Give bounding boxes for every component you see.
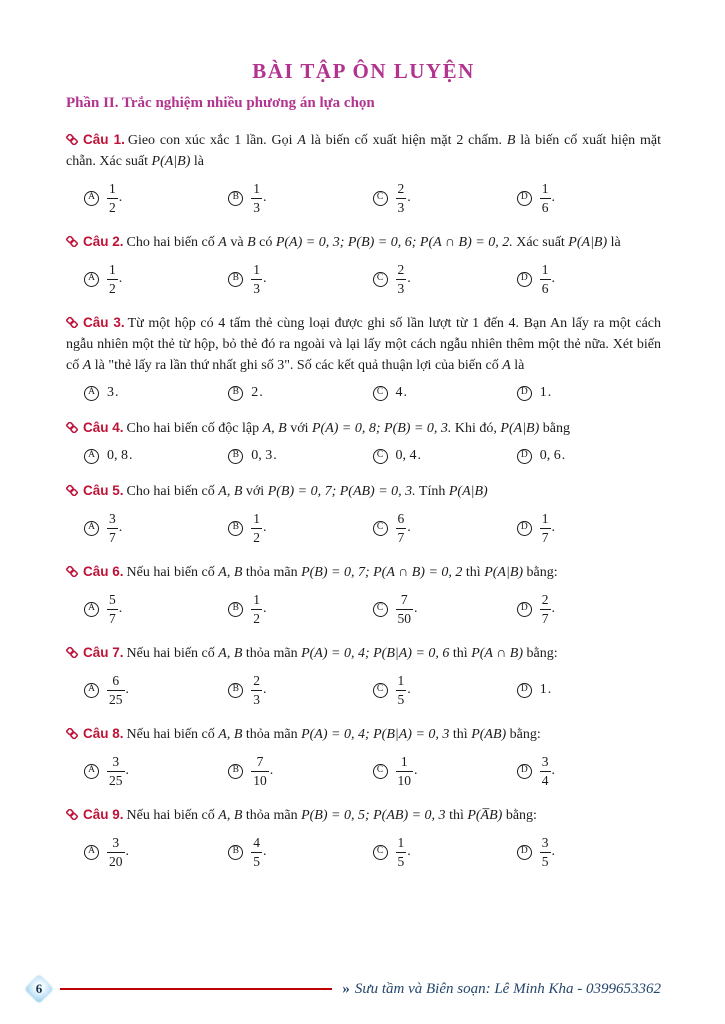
option-period: .: [551, 520, 555, 536]
question-label: Câu 2.: [83, 234, 124, 250]
answer-option: [517, 385, 661, 401]
option-value: 4: [395, 385, 403, 401]
option-period: .: [273, 448, 277, 464]
option-period: .: [547, 682, 552, 698]
option-letter-circle: B: [228, 272, 243, 287]
option-letter-circle: D: [517, 845, 532, 860]
option-fraction-value: $\frac{3}{7}$: [109, 511, 116, 545]
question-block: [66, 129, 661, 215]
options-row: [84, 673, 661, 707]
option-period: .: [259, 385, 263, 401]
option-fraction-value: $\frac{7}{50}$: [397, 592, 411, 626]
question-block: [66, 417, 661, 464]
option-letter-circle: D: [517, 683, 532, 698]
question-label: Câu 8.: [83, 726, 124, 742]
option-period: .: [407, 844, 411, 860]
question-block: [66, 804, 661, 869]
option-letter-circle: B: [228, 764, 243, 779]
question-label: Câu 1.: [83, 132, 125, 147]
page-content: [66, 58, 661, 869]
double-diamond-icon: [66, 236, 78, 247]
question-block: [66, 480, 661, 545]
option-letter-circle: C: [373, 845, 388, 860]
option-letter-circle: C: [373, 683, 388, 698]
question-text: [66, 480, 661, 502]
option-period: .: [551, 763, 555, 779]
option-letter-circle: A: [84, 521, 99, 536]
answer-option: [228, 754, 372, 788]
double-diamond-icon: [66, 728, 78, 739]
option-fraction-value: $\frac{3}{25}$: [109, 754, 123, 788]
option-value: 1: [539, 682, 547, 698]
option-period: .: [551, 601, 555, 617]
question-label: Câu 5.: [83, 483, 124, 499]
options-row: [84, 754, 661, 788]
option-period: .: [403, 385, 407, 401]
option-letter-circle: C: [373, 449, 388, 464]
answer-option: [228, 835, 372, 869]
answer-option: [517, 511, 661, 545]
option-period: .: [115, 385, 119, 401]
answer-option: [84, 835, 228, 869]
option-fraction-value: $\frac{1}{2}$: [109, 262, 116, 296]
option-value: 0, 4: [395, 448, 417, 464]
answer-option: [84, 511, 228, 545]
options-row: [84, 448, 661, 464]
answer-option: [84, 181, 228, 215]
options-row: [84, 385, 661, 401]
option-fraction-value: $\frac{1}{5}$: [397, 835, 405, 869]
option-value: 0, 8: [107, 448, 128, 464]
option-value: 3: [107, 385, 114, 401]
answer-option: [84, 673, 228, 707]
double-diamond-icon: [66, 422, 78, 433]
option-fraction-value: $\frac{6}{25}$: [109, 673, 123, 707]
question-body: Nếu hai biến cố A, B thỏa mãn P(A) = 0, 4; P(B|A) = 0, 6 thì P(A ∩ B) bằng:: [126, 646, 558, 662]
option-period: .: [263, 190, 267, 206]
double-diamond-icon: [66, 566, 78, 577]
option-period: .: [561, 448, 566, 464]
answer-option: [84, 262, 228, 296]
answer-option: [517, 448, 661, 464]
question-body: Cho hai biến cố A, B với P(B) = 0, 7; P(AB) = 0, 3. Tính P(A|B): [126, 484, 488, 500]
question-body: Gieo con xúc xắc 1 lần. Gọi A là biến cố xuất hiện mặt 2 chấm. B là biến cố xuất hiện mặt chẵn. Xác suất P(A|B) là: [66, 133, 661, 169]
question-block: [66, 312, 661, 401]
option-letter-circle: A: [84, 602, 99, 617]
option-letter-circle: D: [517, 272, 532, 287]
option-fraction-value: $\frac{3}{5}$: [541, 835, 549, 869]
options-row: [84, 511, 661, 545]
option-value: 1: [539, 385, 547, 401]
option-fraction-value: $\frac{3}{20}$: [109, 835, 123, 869]
question-body: Nếu hai biến cố A, B thỏa mãn P(B) = 0, 5; P(AB) = 0, 3 thì P(A̅B) bằng:: [126, 808, 537, 824]
question-text: [66, 312, 661, 376]
answer-option: [517, 835, 661, 869]
question-block: [66, 561, 661, 626]
option-period: .: [551, 190, 555, 206]
page-number: 6: [35, 981, 43, 996]
option-value: 0, 3: [251, 448, 273, 464]
answer-option: [517, 682, 661, 698]
option-period: .: [547, 385, 552, 401]
question-label: Câu 3.: [83, 315, 125, 331]
answer-option: [373, 673, 517, 707]
option-letter-circle: D: [517, 386, 532, 401]
option-period: .: [269, 763, 274, 779]
double-diamond-icon: [66, 134, 78, 145]
answer-option: [517, 262, 661, 296]
answer-option: [228, 181, 372, 215]
option-period: .: [118, 190, 123, 206]
option-fraction-value: $\frac{1}{3}$: [253, 262, 260, 296]
option-fraction-value: $\frac{3}{4}$: [541, 754, 549, 788]
answer-option: [517, 181, 661, 215]
option-period: .: [407, 682, 411, 698]
question-body: Cho hai biến cố độc lập A, B với P(A) = 0, 8; P(B) = 0, 3. Khi đó, P(A|B) bằng: [126, 421, 570, 437]
option-period: .: [263, 271, 267, 287]
options-row: [84, 181, 661, 215]
footer-rule: [60, 988, 332, 990]
answer-option: [373, 835, 517, 869]
question-label: Câu 4.: [83, 420, 124, 436]
option-fraction-value: $\frac{4}{5}$: [253, 835, 260, 869]
answer-option: [228, 262, 372, 296]
answer-option: [373, 262, 517, 296]
question-block: [66, 723, 661, 788]
option-letter-circle: A: [84, 449, 99, 464]
answer-option: [373, 511, 517, 545]
option-letter-circle: A: [84, 683, 99, 698]
question-text: [66, 723, 661, 745]
question-label: Câu 9.: [83, 807, 124, 823]
answer-option: [228, 511, 372, 545]
double-diamond-icon: [66, 485, 78, 496]
option-letter-circle: D: [517, 764, 532, 779]
option-value: 0, 6: [539, 448, 561, 464]
option-letter-circle: C: [373, 764, 388, 779]
option-letter-circle: A: [84, 764, 99, 779]
option-fraction-value: $\frac{2}{7}$: [541, 592, 549, 626]
option-letter-circle: D: [517, 602, 532, 617]
option-fraction-value: $\frac{2}{3}$: [397, 262, 405, 296]
option-period: .: [263, 844, 267, 860]
option-letter-circle: D: [517, 449, 532, 464]
option-period: .: [551, 271, 555, 287]
question-block: [66, 642, 661, 707]
question-text: [66, 129, 661, 172]
double-chevron-icon: »: [342, 980, 350, 997]
option-fraction-value: $\frac{1}{5}$: [397, 673, 405, 707]
question-body: Nếu hai biến cố A, B thỏa mãn P(B) = 0, 7; P(A ∩ B) = 0, 2 thì P(A|B) bằng:: [126, 565, 558, 581]
option-period: .: [263, 601, 267, 617]
option-letter-circle: B: [228, 191, 243, 206]
option-fraction-value: $\frac{7}{10}$: [253, 754, 267, 788]
options-row: [84, 592, 661, 626]
option-period: .: [118, 520, 123, 536]
option-letter-circle: B: [228, 602, 243, 617]
page-footer: [26, 976, 661, 1002]
option-letter-circle: C: [373, 386, 388, 401]
answer-option: [373, 592, 517, 626]
footer-credit: [342, 981, 661, 998]
option-letter-circle: C: [373, 272, 388, 287]
option-period: .: [118, 601, 123, 617]
question-block: [66, 231, 661, 296]
option-letter-circle: A: [84, 386, 99, 401]
option-fraction-value: $\frac{1}{10}$: [397, 754, 411, 788]
option-period: .: [407, 271, 411, 287]
question-text: [66, 561, 661, 583]
double-diamond-icon: [66, 647, 78, 658]
option-fraction-value: $\frac{1}{3}$: [253, 181, 260, 215]
option-fraction-value: $\frac{1}{7}$: [541, 511, 549, 545]
question-body: Từ một hộp có 4 tấm thẻ cùng loại được ghi số lần lượt từ 1 đến 4. Bạn An lấy ra một cách ngẫu nhiên một thẻ từ hộp, bỏ thẻ đó ra ngoài và lại lấy một cách ngẫu nhiên thêm một thẻ nữa. Xét biến cố A là "thẻ lấy ra lần thứ nhất ghi số 3". Số các kết quả thuận lợi của biến cố A là: [66, 316, 661, 374]
answer-option: [373, 448, 517, 464]
answer-option: [228, 448, 372, 464]
option-letter-circle: A: [84, 191, 99, 206]
answer-option: [517, 592, 661, 626]
option-letter-circle: D: [517, 521, 532, 536]
question-label: Câu 6.: [83, 564, 124, 580]
option-period: .: [407, 190, 411, 206]
option-period: .: [414, 763, 418, 779]
option-period: .: [263, 682, 267, 698]
option-period: .: [414, 601, 418, 617]
option-period: .: [551, 844, 555, 860]
option-letter-circle: B: [228, 521, 243, 536]
answer-option: [84, 592, 228, 626]
options-row: [84, 262, 661, 296]
question-text: [66, 804, 661, 826]
answer-option: [373, 181, 517, 215]
option-period: .: [125, 844, 129, 860]
option-letter-circle: D: [517, 191, 532, 206]
option-letter-circle: B: [228, 845, 243, 860]
option-letter-circle: B: [228, 386, 243, 401]
answer-option: [373, 754, 517, 788]
page-number-badge: [26, 976, 52, 1002]
option-period: .: [417, 448, 421, 464]
option-fraction-value: $\frac{1}{2}$: [253, 511, 260, 545]
option-letter-circle: B: [228, 449, 243, 464]
option-fraction-value: $\frac{1}{2}$: [109, 181, 116, 215]
double-diamond-icon: [66, 809, 78, 820]
question-text: [66, 417, 661, 439]
option-period: .: [263, 520, 267, 536]
option-period: .: [125, 682, 129, 698]
page-title: BÀI TẬP ÔN LUYỆN: [252, 59, 475, 83]
option-letter-circle: A: [84, 272, 99, 287]
options-row: [84, 835, 661, 869]
option-letter-circle: B: [228, 683, 243, 698]
option-period: .: [407, 520, 411, 536]
answer-option: [84, 448, 228, 464]
option-value: 2: [251, 385, 259, 401]
option-fraction-value: $\frac{2}{3}$: [253, 673, 260, 707]
answer-option: [517, 754, 661, 788]
option-letter-circle: C: [373, 191, 388, 206]
option-period: .: [125, 763, 129, 779]
question-text: [66, 642, 661, 664]
option-fraction-value: $\frac{1}{2}$: [253, 592, 260, 626]
question-body: Nếu hai biến cố A, B thỏa mãn P(A) = 0, 4; P(B|A) = 0, 3 thì P(AB) bằng:: [126, 727, 541, 743]
option-letter-circle: C: [373, 521, 388, 536]
option-period: .: [118, 271, 123, 287]
answer-option: [84, 385, 228, 401]
option-fraction-value: $\frac{1}{6}$: [541, 181, 549, 215]
question-text: [66, 231, 661, 253]
questions: [66, 129, 661, 869]
answer-option: [228, 592, 372, 626]
answer-option: [228, 673, 372, 707]
option-fraction-value: $\frac{2}{3}$: [397, 181, 405, 215]
section-heading: Phần II. Trắc nghiệm nhiều phương án lựa chọn: [66, 95, 375, 111]
option-letter-circle: A: [84, 845, 99, 860]
answer-option: [373, 385, 517, 401]
double-diamond-icon: [66, 317, 78, 328]
option-letter-circle: C: [373, 602, 388, 617]
credit-text: Sưu tầm và Biên soạn: Lê Minh Kha - 0399653362: [354, 980, 661, 997]
option-fraction-value: $\frac{5}{7}$: [109, 592, 116, 626]
option-period: .: [129, 448, 133, 464]
option-fraction-value: $\frac{6}{7}$: [397, 511, 405, 545]
answer-option: [228, 385, 372, 401]
answer-option: [84, 754, 228, 788]
option-fraction-value: $\frac{1}{6}$: [541, 262, 549, 296]
question-label: Câu 7.: [83, 645, 124, 661]
question-body: Cho hai biến cố A và B có P(A) = 0, 3; P(B) = 0, 6; P(A ∩ B) = 0, 2. Xác suất P(A|B) là: [126, 235, 621, 251]
